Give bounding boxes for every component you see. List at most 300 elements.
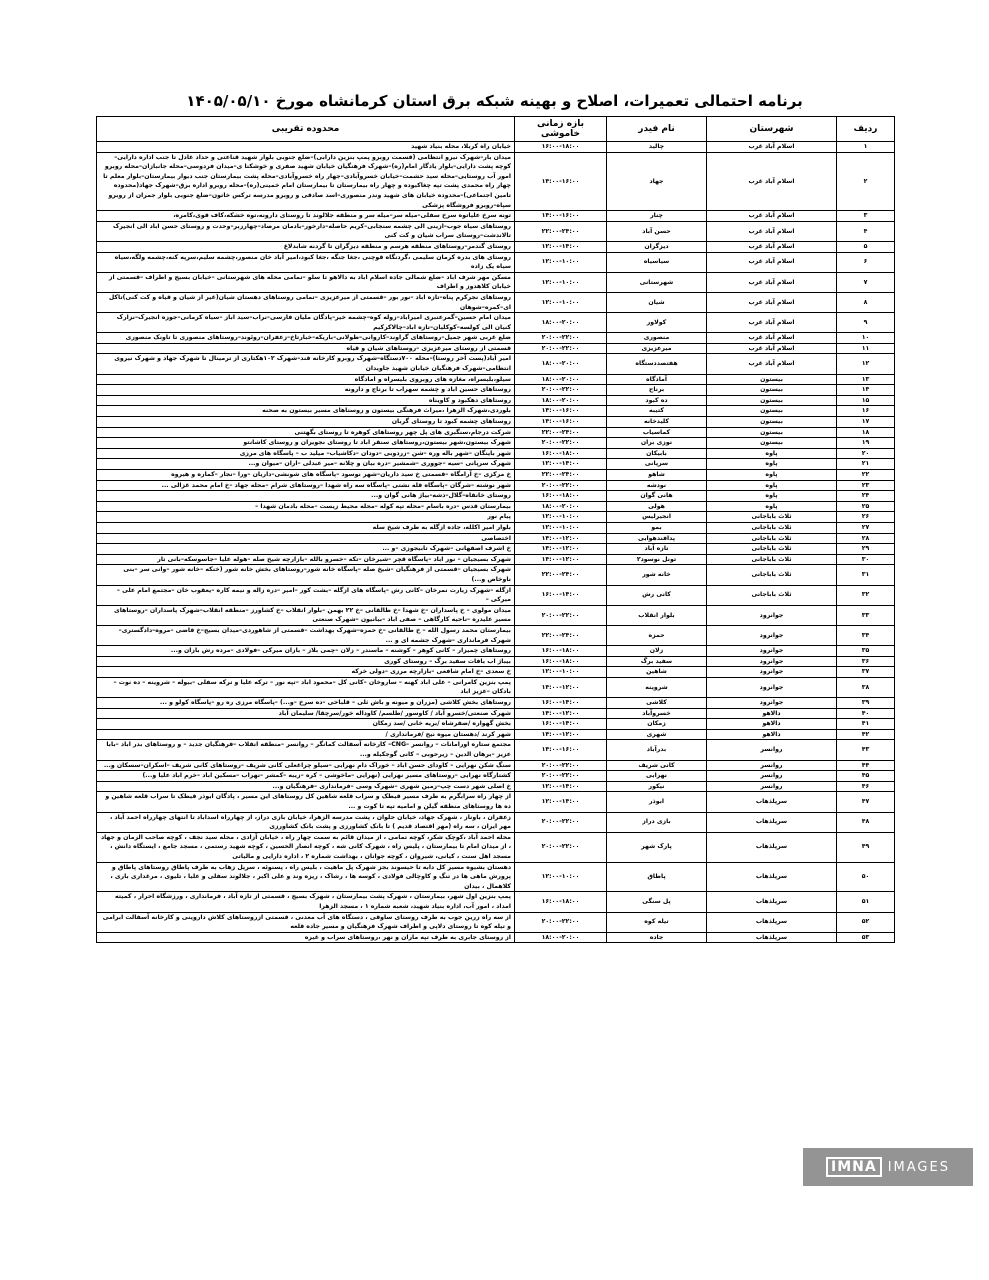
cell-area: امیر آباد(پست آخر روستا)–محله ۷۰۰دستگاه–شهرک روبرو کارخانه قند–شهرک ۱۰۲هکتاری از ترمینال تا شهرک جهاد و شهرک نیروی انتظامی–شهرک فرهنگیان خیابان شهید جاویدان (97, 354, 515, 374)
cell-city: سرپلذهاب (707, 862, 837, 892)
cell-feeder: شیان (607, 292, 707, 312)
cell-area: از چهار راه سرابگرم به طرف مسیر قیطک و سراب قلعه شاهین کل روستاهای این مسیر ، پادگان ابوذر قیطک تا سراب قلعه شاهین و ده ها روستاهای منطقه گیلن و امامیه تپه تا کوت و ... (97, 792, 515, 812)
cell-city: پاوه (707, 480, 837, 491)
cell-feeder: ده کبود (607, 395, 707, 406)
cell-area: ازگله –شهرک زیارت نمرخان –کانی رش –پاسگاه های ازگله –بشت کور –امیر –دره زاله و نیمه کاره –یعقوب خان –مجتمع امام علی –میرکی – (97, 585, 515, 605)
cell-city: دالاهو (707, 719, 837, 730)
cell-feeder: منصوری (607, 333, 707, 344)
cell-city: بیستون (707, 374, 837, 385)
table-row (97, 343, 895, 354)
cell-row-number: ۲۲ (837, 470, 895, 481)
header-outage-time: بازه زمانی خاموشی (515, 117, 607, 142)
cell-area: روستاهای نجرکرم پناه–تازه اباد –نور بور –قسمتی از میرعزیزی –تمامی روستاهای دهستان شیان(غیر از شیان و قیاه و کت کنی)تاکل ای–کمره–شوهان (97, 292, 515, 312)
cell-city: پاوه (707, 459, 837, 470)
cell-row-number: ۱۸ (837, 427, 895, 438)
cell-city: اسلام آباد غرب (707, 354, 837, 374)
cell-area: خ سعدی –خ امام شافعی –بازارچه مرزی –دولی خرکه (97, 667, 515, 678)
cell-city: جوانرود (707, 646, 837, 657)
cell-city: اسلام آباد غرب (707, 313, 837, 333)
cell-row-number: ۱۱ (837, 343, 895, 354)
cell-feeder: هفتصددستگاه (607, 354, 707, 374)
cell-city: اسلام آباد غرب (707, 343, 837, 354)
cell-city: بیستون (707, 417, 837, 428)
cell-area: دهستان بشیوه مسیر کل دابه تا حیسوند بجز شهرک پل ماهیت ، بلیس راه ، پسنوئه ، سرپل زهاب به طرف پاطاق روستاهای پاطاق و پرورش ماهی ها در تنگ و کاوچالی فولادی ، کوسه ها ، رشاک ، ریزه وند و علی اکبر ، جلالوند سفلی و علیا ، تلیوی ، مرغداری باری ، کلاهمال ، بیدان (97, 862, 515, 892)
cell-area: قسمتی از روستای میرعزیزی –روستاهای شیان و قیاه (97, 343, 515, 354)
cell-outage-time: ۲۰:۰۰-۲۲:۰۰ (515, 480, 607, 491)
cell-city: روانسر (707, 781, 837, 792)
cell-city: دالاهو (707, 729, 837, 740)
table-row (97, 646, 895, 657)
cell-feeder: بلوار انقلاب (607, 605, 707, 625)
cell-city: اسلام آباد غرب (707, 221, 837, 241)
cell-area: خ اصلی شهر دست چپ–زمین شهری –شهرک وسی –فرمانداری –فرهنگیان و... (97, 781, 515, 792)
cell-city: اسلام آباد غرب (707, 252, 837, 272)
table-row (97, 221, 895, 241)
cell-area: روستای های بدره کرمان سلیمی ،گردنگاه قوچنی ،جغا جنگه ،جغا کبود،امیر آباد خان منصور،چشمه سلیم،سرپه کنه،چشمه ولگه،سیاه سیاه یک زاده (97, 252, 515, 272)
cell-city: اسلام آباد غرب (707, 333, 837, 344)
cell-outage-time: ۱۲:۰۰-۱۰:۰۰ (515, 862, 607, 892)
cell-city: روانسر (707, 771, 837, 782)
cell-area: روستاهای چمیزار – کانی کوهر – کوشنه – ماسندر – زلان –چمی بلاز – بازان میرکی –فولادی –مرده رش بازان و... (97, 646, 515, 657)
cell-row-number: ۴۹ (837, 832, 895, 862)
cell-feeder: کلاشی (607, 698, 707, 709)
cell-outage-time: ۱۶:۰۰-۱۸:۰۰ (515, 892, 607, 912)
cell-city: روانسر (707, 760, 837, 771)
cell-row-number: ۳۸ (837, 677, 895, 697)
cell-row-number: ۴۲ (837, 729, 895, 740)
cell-city: سرپلذهاب (707, 912, 837, 932)
cell-city: ثلاث باباجانی (707, 585, 837, 605)
cell-row-number: ۴۱ (837, 719, 895, 730)
table-row (97, 708, 895, 719)
cell-feeder: جهاد (607, 152, 707, 211)
cell-outage-time: ۱۴:۰۰-۱۲:۰۰ (515, 708, 607, 719)
cell-outage-time: ۱۸:۰۰-۲۰:۰۰ (515, 932, 607, 943)
cell-feeder: کماسیاب (607, 427, 707, 438)
cell-outage-time: ۱۲:۰۰-۱۴:۰۰ (515, 459, 607, 470)
cell-outage-time: ۲۰:۰۰-۲۲:۰۰ (515, 343, 607, 354)
cell-city: سرپلذهاب (707, 892, 837, 912)
cell-area: پمپ بنزین اول شهر، بیمارستان ، شهرک پشت بیمارستان ، شهرک بسیج ، قسمتی از تازه آباد ، فرمانداری ، ورزشگاه احرار ، کمیته امداد ، امور آب، اداره بنیاد شهید، شعبه شماره ۱ ، مسجد الزهرا (97, 892, 515, 912)
cell-area: ضلع غربی شهر جمیل–روستاهای گراوند–کاروانی–طولانی–باریکه–خبارتاخ–زعفران–روئوند–روستاهای منصوری تا تاونک منصوری (97, 333, 515, 344)
cell-feeder: سیاسیاه (607, 252, 707, 272)
cell-area: شهرک سرپانی –سیه –جووری –شمشیر –دره بیان و چلانه –میر عبدلی –اران –میوان و... (97, 459, 515, 470)
table-row (97, 142, 895, 153)
table-row (97, 771, 895, 782)
cell-outage-time: ۱۶:۰۰-۱۸:۰۰ (515, 142, 607, 153)
cell-area: تونه سرخ علیاتوه سرخ سفلی–میله سر–میله سر و منطقه جلالوند تا روستای دارونه،توه خشکه،کاف قوی،کامره، (97, 211, 515, 222)
cell-area: محله احمد آباد ،کوچک شکر، کوچه تمامی ، از میدان قائم به سمت چهار راه ، خیابان آزادی ، محله سید نجف ، کوچه صاحب الزمان و جهاد ، از میدان امام تا بیمارستان ، پلیس راه ، شهرک کانی شه ، کوچه انصار الحسین ، کوچه شهید رستمی ، مسجد جامع ، ایستگاه دانش ، مسجد اهل سنت ، کیانی، شیروان ، کوچه جوانان ، بهداشت شماره ۲ ، اداره دارایی و مالیاتی (97, 832, 515, 862)
cell-area: از روستای جابری به طرف تپه ماران و نهر ،روستاهای سراب و غیره (97, 932, 515, 943)
cell-area: روستاهای دهکبود و کاویناه (97, 395, 515, 406)
cell-feeder: بابیکان (607, 448, 707, 459)
table-row (97, 625, 895, 645)
cell-feeder: نیکور (607, 781, 707, 792)
cell-outage-time: ۱۲:۰۰-۱۰:۰۰ (515, 252, 607, 272)
table-row (97, 522, 895, 533)
cell-feeder: تونل نوسود۲ (607, 554, 707, 565)
cell-feeder: پل سنگی (607, 892, 707, 912)
cell-feeder: جاده (607, 932, 707, 943)
cell-outage-time: ۱۴:۰۰-۱۶:۰۰ (515, 152, 607, 211)
cell-city: سرپلذهاب (707, 832, 837, 862)
cell-feeder: کانی رش (607, 585, 707, 605)
table-row (97, 656, 895, 667)
cell-area: میدان مولوی – خ پاسداران –خ شهدا –خ طالقانی –خ ۲۲ بهمن –بلوار انقلاب –خ کشاورز –منطقه انقلاب–شهرک پاسداران –روستاهای مسیر علیدره –ناحیه کارگاهی – صفی اباد –بیانیون –شهرک صنعتی (97, 605, 515, 625)
cell-feeder: شاهین (607, 667, 707, 678)
cell-row-number: ۱۳ (837, 374, 895, 385)
cell-row-number: ۴۰ (837, 708, 895, 719)
table-row (97, 272, 895, 292)
cell-row-number: ۳ (837, 211, 895, 222)
cell-row-number: ۷ (837, 272, 895, 292)
table-row (97, 448, 895, 459)
cell-outage-time: ۱۶:۰۰-۱۴:۰۰ (515, 719, 607, 730)
cell-feeder: شهری (607, 729, 707, 740)
cell-row-number: ۲۸ (837, 533, 895, 544)
cell-outage-time: ۲۲:۰۰-۲۴:۰۰ (515, 565, 607, 585)
table-row (97, 698, 895, 709)
cell-feeder: کولاور (607, 313, 707, 333)
cell-city: بیستون (707, 427, 837, 438)
table-row (97, 740, 895, 760)
cell-row-number: ۱۷ (837, 417, 895, 428)
cell-outage-time: ۲۲:۰۰-۲۴:۰۰ (515, 470, 607, 481)
cell-area: بلوار امیر اکلله، جاده ازگله به طرف شیخ سله (97, 522, 515, 533)
cell-outage-time: ۲۰:۰۰-۲۲:۰۰ (515, 333, 607, 344)
cell-outage-time: ۱۸:۰۰-۲۰:۰۰ (515, 501, 607, 512)
cell-city: پاوه (707, 501, 837, 512)
cell-feeder: هانی گوان (607, 491, 707, 502)
cell-row-number: ۳۵ (837, 646, 895, 657)
cell-row-number: ۴۸ (837, 812, 895, 832)
cell-outage-time: ۱۶:۰۰-۱۸:۰۰ (515, 646, 607, 657)
cell-outage-time: ۱۲:۰۰-۱۰:۰۰ (515, 292, 607, 312)
cell-area: بیمارستان محمد رسول الله – خ طالقانی –خ حمزه–شهرک بهداشت –قسمتی از شاهوردی–میدان بسیج–خ قاضی –مروه–دادگستری–شهرک فرمانداری –شهرک جشمه ای و ... (97, 625, 515, 645)
cell-outage-time: ۱۲:۰۰-۱۰:۰۰ (515, 512, 607, 523)
table-row (97, 406, 895, 417)
cell-row-number: ۵۲ (837, 912, 895, 932)
cell-feeder: کلیدخانه (607, 417, 707, 428)
cell-outage-time: ۱۴:۰۰-۱۶:۰۰ (515, 740, 607, 760)
table-row (97, 292, 895, 312)
cell-feeder: تازه آباد (607, 544, 707, 555)
cell-area: روستاهای بخش کلاشی (مزران و میونه و باش ثلی – قلباخی –ده سرخ –و...) –پاسگاه مرزی ره رو –پاسگاه کولو و ... (97, 698, 515, 709)
cell-outage-time: ۱۶:۰۰-۱۸:۰۰ (515, 448, 607, 459)
cell-city: جوانرود (707, 605, 837, 625)
table-row (97, 374, 895, 385)
cell-outage-time: ۱۸:۰۰-۲۰:۰۰ (515, 395, 607, 406)
table-row (97, 470, 895, 481)
cell-outage-time: ۲۲:۰۰-۲۴:۰۰ (515, 221, 607, 241)
cell-city: ثلاث باباجانی (707, 512, 837, 523)
cell-city: سرپلذهاب (707, 932, 837, 943)
cell-row-number: ۱۵ (837, 395, 895, 406)
cell-row-number: ۵۰ (837, 862, 895, 892)
cell-feeder: بدرآباد (607, 740, 707, 760)
table-row (97, 565, 895, 585)
header-area: محدوده تقریبی (97, 117, 515, 142)
cell-row-number: ۳۷ (837, 667, 895, 678)
cell-city: جوانرود (707, 698, 837, 709)
table-row (97, 554, 895, 565)
table-row (97, 605, 895, 625)
cell-row-number: ۲۷ (837, 522, 895, 533)
cell-city: بیستون (707, 385, 837, 396)
cell-feeder: سرپانی (607, 459, 707, 470)
cell-feeder: زلان (607, 646, 707, 657)
cell-feeder: پارک شهر (607, 832, 707, 862)
cell-outage-time: ۱۲:۰۰-۱۴:۰۰ (515, 781, 607, 792)
cell-feeder: شروینه (607, 677, 707, 697)
table-row (97, 501, 895, 512)
cell-city: جوانرود (707, 677, 837, 697)
cell-outage-time: ۱۲:۰۰-۱۰:۰۰ (515, 522, 607, 533)
cell-city: جوانرود (707, 667, 837, 678)
table-row (97, 862, 895, 892)
cell-area: بیمارستان قدس –دره باسام –محله تپه کوله –محله محیط زیست –محله بادمان شهدا – (97, 501, 515, 512)
cell-area: پمپ بنزین کامرانی – علی اباد کهنه – ساروخان –کانی کل –محمود اباد –تپه نور – ترکه علیا و ترکه سفلی –بیوله – شروینه – ده نوت – بادکان –عزیز اباد (97, 677, 515, 697)
cell-feeder: هولی (607, 501, 707, 512)
cell-feeder: میرعزیزی (607, 343, 707, 354)
cell-area: پیام نور (97, 512, 515, 523)
cell-city: اسلام آباد غرب (707, 241, 837, 252)
table-row (97, 729, 895, 740)
cell-row-number: ۳۳ (837, 605, 895, 625)
table-row (97, 792, 895, 812)
cell-row-number: ۵۳ (837, 932, 895, 943)
cell-area: شهرک بسیجیان –قسمتی از فرهنگیان –شیخ صله –پاسگاه خانه شور–روستاهای بخش خانه شور (خنکه –خانه شور –وانی سر –بنی ناوخاص و...) (97, 565, 515, 585)
cell-area: خ مرکزی –خ آرامگاه –قسمتی خ سید داریان–شهر نوسود –پاسگاه های شونشی–داریان –ورا –نجار –کماره و هیروه (97, 470, 515, 481)
cell-feeder: خانه شور (607, 565, 707, 585)
cell-row-number: ۵۱ (837, 892, 895, 912)
cell-area: شهرک بسیجیان – نور اباد –پاسگاه قچر –شیرخان –تکه –خسرو بالله –بازارچه شیخ صله –هوله علیا –جاسوسکه–بانی تار (97, 554, 515, 565)
cell-row-number: ۲۱ (837, 459, 895, 470)
table-row (97, 211, 895, 222)
cell-row-number: ۳۶ (837, 656, 895, 667)
cell-outage-time: ۱۸:۰۰-۲۰:۰۰ (515, 354, 607, 374)
cell-row-number: ۴ (837, 221, 895, 241)
cell-area: خ اشرف اصفهانی –شهرک تابیجوزی –و ... (97, 544, 515, 555)
cell-feeder: کانی شریف (607, 760, 707, 771)
cell-outage-time: ۱۶:۰۰-۱۸:۰۰ (515, 656, 607, 667)
cell-row-number: ۱۰ (837, 333, 895, 344)
cell-area: زعفران ، باوناز ، شهرک جهاد، خیابان حلوان ، پشت مدرسه الزهرا، خیابان بازی دراز، از چهارراه اسداباد تا انتهای چهارراه احمد آباد ، مهر ایران ، سه راه (مهر اقتصاد قدیم ) تا بانک کشاورزی و پشت بانک کشاورزی (97, 812, 515, 832)
cell-row-number: ۲۳ (837, 480, 895, 491)
cell-row-number: ۹ (837, 313, 895, 333)
cell-feeder: نهرایی (607, 771, 707, 782)
cell-city: جوانرود (707, 656, 837, 667)
cell-feeder: نودشه (607, 480, 707, 491)
cell-area: میدان امام حسین–گمرعنبری امیراباد–زوله کوه–چشمه خیر–پادگان ملیان فارسی–نراب–سید اباز –سیاه کرمانی–جوزه انجیرک–نزارک کنیان الی کولسه–کوکلیان–تازه اباد–چالاکرکیم (97, 313, 515, 333)
cell-row-number: ۳۴ (837, 625, 895, 645)
cell-outage-time: ۲۰:۰۰-۲۲:۰۰ (515, 812, 607, 832)
cell-area: روستاهای حسین اباد و چشمه سهراب تا برناج و دارونه (97, 385, 515, 396)
cell-outage-time: ۱۴:۰۰-۱۲:۰۰ (515, 729, 607, 740)
cell-city: اسلام آباد غرب (707, 211, 837, 222)
table-row (97, 241, 895, 252)
table-row (97, 512, 895, 523)
cell-city: بیستون (707, 395, 837, 406)
cell-city: ثلاث باباجانی (707, 565, 837, 585)
cell-feeder: نوزی بران (607, 438, 707, 449)
cell-area: کشتارگاه نهرایی –روستاهای مسیر نهرایی (نهرایی –ماخوشی – کره –زیبه –کمشر –نهراب –مسکین اباد –خرم اباد علیا و...) (97, 771, 515, 782)
table-row (97, 719, 895, 730)
cell-city: دالاهو (707, 708, 837, 719)
table-row (97, 459, 895, 470)
cell-outage-time: ۱۸:۰۰-۲۰:۰۰ (515, 313, 607, 333)
cell-row-number: ۳۰ (837, 554, 895, 565)
table-row (97, 832, 895, 862)
table-row (97, 313, 895, 333)
cell-outage-time: ۱۴:۰۰-۱۲:۰۰ (515, 544, 607, 555)
cell-area: روستای گندمر–روستاهای منطقه هرسم و منطقه دیزگران تا گردنه شابدلاغ (97, 241, 515, 252)
cell-feeder: سفید برگ (607, 656, 707, 667)
table-row (97, 533, 895, 544)
cell-city: ثلاث باباجانی (707, 522, 837, 533)
cell-row-number: ۱۹ (837, 438, 895, 449)
cell-area: شهر باینگان –شهر باله وره –شن –زردوبی –دودان –دکاشیاب– میلید ب – پاسگاه های مرزی (97, 448, 515, 459)
table-row (97, 892, 895, 912)
cell-area: مجتمع ستاره اورامانات – روانسر –CNG– کارخانه آسفالت کمانگر – روانسر –منطقه انقلاب –فرهنگیان جدید – و روستاهای بدر اباد –بابا عزیز –برهان الدین – زیرحوبی – کانی گوجکیله و... (97, 740, 515, 760)
cell-row-number: ۱ (837, 142, 895, 153)
table-row (97, 760, 895, 771)
cell-area: شهرک بیستون،شهر بیستون،روستاهای سنقر اباد تا روستای نجویران و روستای کاشانتو (97, 438, 515, 449)
cell-row-number: ۱۲ (837, 354, 895, 374)
cell-outage-time: ۲۰:۰۰-۲۲:۰۰ (515, 832, 607, 862)
cell-row-number: ۲۰ (837, 448, 895, 459)
outage-schedule-table (96, 116, 895, 943)
cell-feeder: ابوذر (607, 792, 707, 812)
cell-outage-time: ۲۰:۰۰-۲۲:۰۰ (515, 912, 607, 932)
cell-row-number: ۳۱ (837, 565, 895, 585)
cell-feeder: خسروآباد (607, 708, 707, 719)
cell-feeder: شاهو (607, 470, 707, 481)
cell-row-number: ۵ (837, 241, 895, 252)
cell-area: بلوردی،شهرک الزهرا ،میراث فرهنگی بیستون و روستاهای مسیر بیستون به صحنه (97, 406, 515, 417)
cell-area: از سه راه زرین جوب به طرف روستای ساوقی ، دستگاه های آب معدنی ، قسمتی ازروستاهای کلاش داروینی و کارخانه آسفالت ابرامی و تیله کوه تا روستای دلاپی و اطراف شهرک فرهنگیان و مسیر جاده قلعه (97, 912, 515, 932)
cell-city: سرپلذهاب (707, 812, 837, 832)
cell-feeder: انجیرلیس (607, 512, 707, 523)
table-row (97, 354, 895, 374)
cell-outage-time: ۲۰:۰۰-۲۲:۰۰ (515, 605, 607, 625)
cell-outage-time: ۱۶:۰۰-۱۸:۰۰ (515, 491, 607, 502)
cell-row-number: ۲۵ (837, 501, 895, 512)
cell-row-number: ۴۶ (837, 781, 895, 792)
cell-feeder: حسن آباد (607, 221, 707, 241)
cell-outage-time: ۱۲:۰۰-۱۰:۰۰ (515, 667, 607, 678)
cell-feeder: زمکان (607, 719, 707, 730)
table-row (97, 667, 895, 678)
cell-outage-time: ۱۴:۰۰-۱۶:۰۰ (515, 211, 607, 222)
cell-feeder: بازی دراز (607, 812, 707, 832)
cell-feeder: شهرستانی (607, 272, 707, 292)
cell-city: اسلام آباد غرب (707, 142, 837, 153)
table-row (97, 480, 895, 491)
cell-area: اختصاصی (97, 533, 515, 544)
cell-city: روانسر (707, 740, 837, 760)
cell-outage-time: ۱۲:۰۰-۱۰:۰۰ (515, 272, 607, 292)
table-row (97, 812, 895, 832)
cell-city: اسلام آباد غرب (707, 292, 837, 312)
table-row (97, 585, 895, 605)
table-row (97, 438, 895, 449)
cell-feeder: چنار (607, 211, 707, 222)
cell-area: مسکن مهر شرف اباد –ضلع شمالی جاده اسلام اباد به دالاهو تا سلو –تمامی محله های شهرستانی –خیابان بسیج و اطراف –قسمتی از خیابان کلاهدوز و اطراف (97, 272, 515, 292)
cell-city: اسلام آباد غرب (707, 272, 837, 292)
cell-outage-time: ۱۴:۰۰-۱۲:۰۰ (515, 554, 607, 565)
cell-outage-time: ۲۰:۰۰-۲۲:۰۰ (515, 760, 607, 771)
cell-area: بیباژ اب بافات سفید برگ – روستای کوری (97, 656, 515, 667)
cell-feeder: حمزه (607, 625, 707, 645)
cell-outage-time: ۱۴:۰۰-۱۶:۰۰ (515, 406, 607, 417)
cell-outage-time: ۱۲:۰۰-۱۴:۰۰ (515, 792, 607, 812)
cell-outage-time: ۲۰:۰۰-۲۲:۰۰ (515, 438, 607, 449)
cell-outage-time: ۱۴:۰۰-۱۲:۰۰ (515, 677, 607, 697)
cell-outage-time: ۲۰:۰۰-۲۲:۰۰ (515, 385, 607, 396)
cell-city: سرپلذهاب (707, 792, 837, 812)
cell-area: خیابان راه کربلا، محله بنیاد شهید (97, 142, 515, 153)
watermark (803, 1148, 973, 1186)
cell-row-number: ۶ (837, 252, 895, 272)
cell-outage-time: ۲۲:۰۰-۲۴:۰۰ (515, 427, 607, 438)
cell-row-number: ۲۶ (837, 512, 895, 523)
cell-row-number: ۳۲ (837, 585, 895, 605)
cell-row-number: ۴۳ (837, 740, 895, 760)
table-row (97, 912, 895, 932)
cell-outage-time: ۱۴:۰۰-۱۶:۰۰ (515, 417, 607, 428)
cell-row-number: ۲۴ (837, 491, 895, 502)
table-row (97, 677, 895, 697)
table-row (97, 395, 895, 406)
cell-row-number: ۱۶ (837, 406, 895, 417)
cell-feeder: بمو (607, 522, 707, 533)
cell-feeder: تیله کوه (607, 912, 707, 932)
cell-outage-time: ۱۶:۰۰-۱۴:۰۰ (515, 698, 607, 709)
cell-row-number: ۳۹ (837, 698, 895, 709)
cell-outage-time: ۲۲:۰۰-۲۴:۰۰ (515, 625, 607, 645)
header-city: شهرستان (707, 117, 837, 142)
page-title: برنامه احتمالی تعمیرات، اصلاح و بهینه شبکه برق استان کرمانشاه مورخ ۱۴۰۵/۰۵/۱۰ (186, 92, 803, 110)
cell-row-number: ۴۷ (837, 792, 895, 812)
cell-city: پاوه (707, 448, 837, 459)
cell-city: بیستون (707, 438, 837, 449)
table-header-row (97, 117, 895, 142)
table-row (97, 544, 895, 555)
cell-area: روستای خانقاه–گلال–دشه–بیاژ هانی گوان و... (97, 491, 515, 502)
watermark-logo: IMNA (826, 1157, 882, 1177)
cell-row-number: ۴۵ (837, 771, 895, 782)
cell-row-number: ۸ (837, 292, 895, 312)
cell-area: سیلو،بلیسراه، مغازه های روبروی بلیسراه و امادگاه (97, 374, 515, 385)
cell-feeder: آمادگاه (607, 374, 707, 385)
cell-area: شرکت درجام،سنگبری های پل چهر روستاهای کوهره تا روستای بگهتنی (97, 427, 515, 438)
cell-feeder: برناج (607, 385, 707, 396)
cell-city: ثلاث باباجانی (707, 533, 837, 544)
cell-city: پاوه (707, 491, 837, 502)
cell-city: پاوه (707, 470, 837, 481)
cell-area: روستاهای چشمه کبود تا روستای گربان (97, 417, 515, 428)
cell-outage-time: ۱۴:۰۰-۱۲:۰۰ (515, 533, 607, 544)
cell-area: شهرک صنعتی/خسرو آباد / کاوسور /طلسم/ کاوداله خور/سرچقا/ سلیمان آباد (97, 708, 515, 719)
cell-row-number: ۲ (837, 152, 895, 211)
table-row (97, 385, 895, 396)
cell-city: اسلام آباد غرب (707, 152, 837, 211)
cell-city: ثلاث باباجانی (707, 554, 837, 565)
cell-feeder: چالید (607, 142, 707, 153)
cell-feeder: پدافندهوایی (607, 533, 707, 544)
cell-area: سنگ شکن نهرایی – کاودای حسن اباد – خوراک دام نهرایی –سیلو چراغعلی کانی شریف –روستاهای کانی شریف –اسکران–سسکان و... (97, 760, 515, 771)
